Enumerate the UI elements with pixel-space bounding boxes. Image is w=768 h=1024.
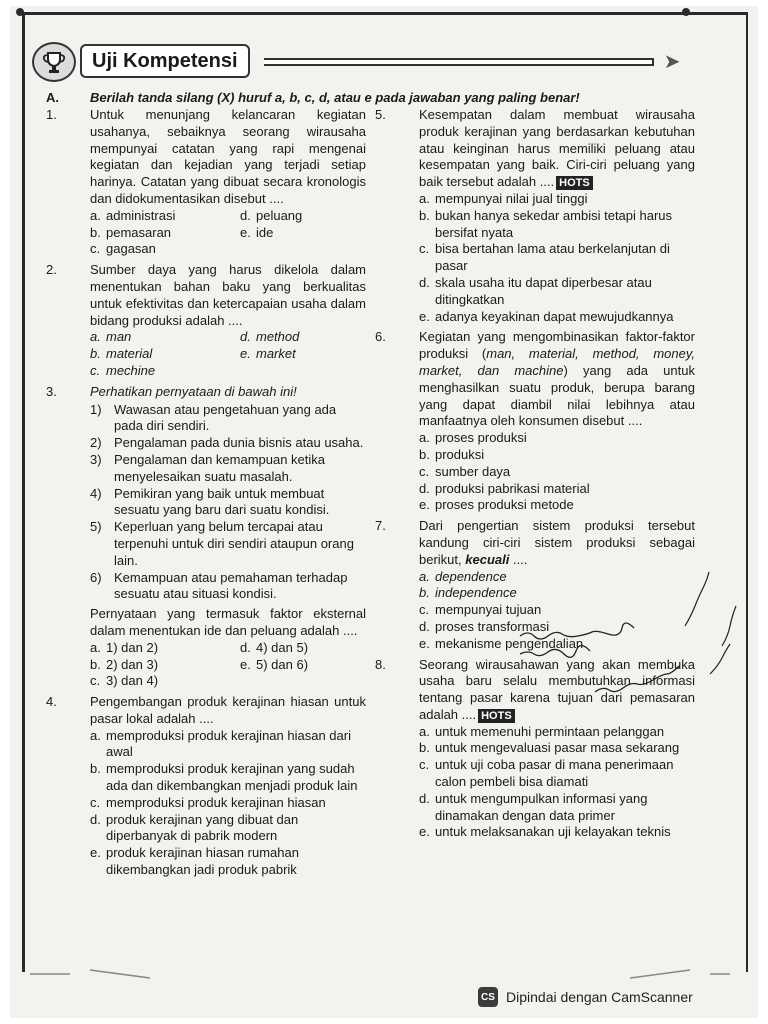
option-b[interactable]: b. pemasaran <box>90 224 172 240</box>
option-c[interactable]: c. untuk uji coba pasar di mana penerimaan calon pembeli bisa diamati <box>419 757 674 790</box>
option-a[interactable]: a. memproduksi produk kerajinan hiasan dari awal <box>90 727 351 760</box>
statement-item: 3) Pengalaman dan kemampuan ketika menyelesaikan suatu masalah. <box>90 451 326 484</box>
question-5 <box>375 107 695 325</box>
section-header <box>32 42 682 82</box>
question-number: 6. <box>375 329 386 345</box>
option-e[interactable]: e. 5) dan 6) <box>240 656 309 672</box>
option-a[interactable]: a. administrasi <box>90 207 176 223</box>
answer-options <box>90 640 366 690</box>
option-a[interactable]: a. mempunyai nilai jual tinggi <box>419 190 588 206</box>
option-b[interactable]: b. untuk mengevaluasi pasar masa sekarang <box>419 740 680 756</box>
option-c[interactable]: c. 3) dan 4) <box>90 673 159 689</box>
right-column <box>375 107 695 845</box>
option-b[interactable]: b. produksi <box>419 446 485 462</box>
footer-decoration <box>30 968 730 980</box>
instruction-text: Berilah tanda silang (X) huruf a, b, c, d, atau e pada jawaban yang paling benar! <box>90 90 580 105</box>
option-e[interactable]: e. adanya keyakinan dapat mewujudkannya <box>419 308 674 324</box>
question-text: Sumber daya yang harus dikelola dalam menentukan bahan baku yang berkualitas untuk efektivitas dan ketercapaian usaha dalam bidang produksi adalah .... <box>90 262 366 328</box>
answer-options <box>419 724 695 842</box>
statement-item: 6) Kemampuan atau pemahaman terhadap sesuatu atau situasi kondisi. <box>90 569 348 602</box>
scanner-text: Dipindai dengan CamScanner <box>506 989 693 1005</box>
statement-item: 2) Pengalaman pada dunia bisnis atau usaha. <box>90 435 364 451</box>
question-number: 4. <box>46 694 57 710</box>
question-number: 3. <box>46 383 57 399</box>
answer-options <box>90 728 366 879</box>
option-e[interactable]: e. produk kerajinan hiasan rumahan dikembangkan jadi produk pabrik <box>90 845 299 878</box>
option-d[interactable]: d. peluang <box>240 207 303 223</box>
question-number: 7. <box>375 518 386 534</box>
answer-options <box>419 191 695 325</box>
option-e[interactable]: e. market <box>240 346 296 362</box>
option-c[interactable]: c. mechine <box>90 362 156 378</box>
document-page <box>10 6 758 1018</box>
question-text: Dari pengertian sistem produksi tersebut kandung ciri-ciri sistem produksi sebagai berikut, kecuali .... <box>419 518 695 567</box>
question-number: 2. <box>46 262 57 278</box>
scanner-watermark <box>478 986 693 1008</box>
option-c[interactable]: c. bisa bertahan lama atau berkelanjutan di pasar <box>419 241 670 274</box>
option-d[interactable]: d. proses transformasi <box>419 618 550 634</box>
question-number: 5. <box>375 107 386 122</box>
question-4 <box>46 694 366 879</box>
frame-corner-dot <box>16 8 24 16</box>
section-label: A. <box>46 90 59 105</box>
answer-options <box>419 430 695 514</box>
answer-options <box>90 208 366 258</box>
option-b[interactable]: b. memproduksi produk kerajinan yang sudah ada dan dikembangkan menjadi produk lain <box>90 761 358 794</box>
option-a[interactable]: a. proses produksi <box>419 430 527 446</box>
question-number: 1. <box>46 107 57 122</box>
hots-badge: HOTS <box>556 176 593 190</box>
left-column <box>46 107 366 883</box>
answer-options <box>90 329 366 379</box>
option-a[interactable]: a. untuk memenuhi permintaan pelanggan <box>419 723 665 739</box>
option-e[interactable]: e. untuk melaksanakan uji kelayakan teknis <box>419 824 671 840</box>
question-3 <box>46 384 366 690</box>
option-a[interactable]: a. 1) dan 2) <box>90 639 159 655</box>
option-c[interactable]: c. memproduksi produk kerajinan hiasan <box>90 794 326 810</box>
question-1 <box>46 107 366 258</box>
option-a[interactable]: a. man <box>90 329 132 345</box>
question-8 <box>375 657 695 842</box>
answer-options <box>419 569 695 653</box>
option-d[interactable]: d. method <box>240 329 300 345</box>
option-b[interactable]: b. bukan hanya sekedar ambisi tetapi harus bersifat nyata <box>419 207 673 240</box>
question-text: Perhatikan pernyataan di bawah ini! <box>90 383 297 399</box>
statement-item: 4) Pemikiran yang baik untuk membuat sesuatu yang baru dari suatu kondisi. <box>90 485 330 518</box>
question-text: Kegiatan yang mengombinasikan faktor-faktor produksi (man, material, method, money, market, dan machine) yang ada untuk menghasilkan suatu produk, berupa barang yang dapat diambil nilai lebihnya atau manfaatnya oleh konsumen disebut .... <box>419 329 695 429</box>
option-b[interactable]: b. independence <box>419 585 517 601</box>
option-d[interactable]: d. produk kerajinan yang dibuat dan diperbanyak di pabrik modern <box>90 811 299 844</box>
option-e[interactable]: e. mekanisme pengendalian <box>419 635 584 651</box>
camscanner-logo-icon: CS <box>478 987 498 1007</box>
question-text: Kesempatan dalam membuat wirausaha produk kerajinan yang berdasarkan kebutuhan atau keinginan harus memiliki peluang atau kesempatan yang baik. Ciri-ciri peluang yang baik tersebut adalah .... HOTS <box>419 107 695 190</box>
header-decorative-bar <box>264 58 654 66</box>
option-d[interactable]: d. produksi pabrikasi material <box>419 480 590 496</box>
question-7 <box>375 518 695 652</box>
statement-item: 1) Wawasan atau pengetahuan yang ada pada diri sendiri. <box>90 401 337 434</box>
option-e[interactable]: e. proses produksi metode <box>419 497 574 513</box>
option-d[interactable]: d. 4) dan 5) <box>240 639 309 655</box>
option-b[interactable]: b. 2) dan 3) <box>90 656 159 672</box>
question-6 <box>375 329 695 514</box>
option-c[interactable]: c. gagasan <box>90 241 156 257</box>
question-2 <box>46 262 366 380</box>
option-a[interactable]: a. dependence <box>419 568 507 584</box>
question-text: Untuk menunjang kelancaran kegiatan usahanya, sebaiknya seorang wirausaha mempunyai catatan yang rapi mengenai kegiatan dan kejadian yang terjadi setiap harinya. Catatan yang dibuat secara kronologis dan didokumentasikan disebut .... <box>90 107 366 206</box>
frame-corner-dot <box>682 8 690 16</box>
option-c[interactable]: c. mempunyai tujuan <box>419 602 542 618</box>
question-text: Seorang wirausahawan yang akan membuka usaha baru selalu membutuhkan informasi tentang pasar karena tujuan dari pemasaran adalah .... HOTS <box>419 656 695 722</box>
hots-badge: HOTS <box>478 709 515 723</box>
option-c[interactable]: c. sumber daya <box>419 463 511 479</box>
option-b[interactable]: b. material <box>90 346 153 362</box>
statement-list <box>90 402 366 604</box>
question-text: Pengembangan produk kerajinan hiasan untuk pasar lokal adalah .... <box>90 694 366 726</box>
arrow-ornament-icon: ➤ <box>663 50 681 73</box>
trophy-icon <box>32 42 76 82</box>
question-number: 8. <box>375 656 386 672</box>
statement-item: 5) Keperluan yang belum tercapai atau terpenuhi untuk diri sendiri ataupun orang lain. <box>90 519 354 568</box>
question-prompt: Pernyataan yang termasuk faktor eksternal dalam menentukan ide dan peluang adalah .... <box>90 606 366 638</box>
section-title: Uji Kompetensi <box>80 44 250 78</box>
option-e[interactable]: e. ide <box>240 224 274 240</box>
option-d[interactable]: d. skala usaha itu dapat diperbesar atau ditingkatkan <box>419 274 652 307</box>
option-d[interactable]: d. untuk mengumpulkan informasi yang dinamakan dengan data primer <box>419 790 648 823</box>
